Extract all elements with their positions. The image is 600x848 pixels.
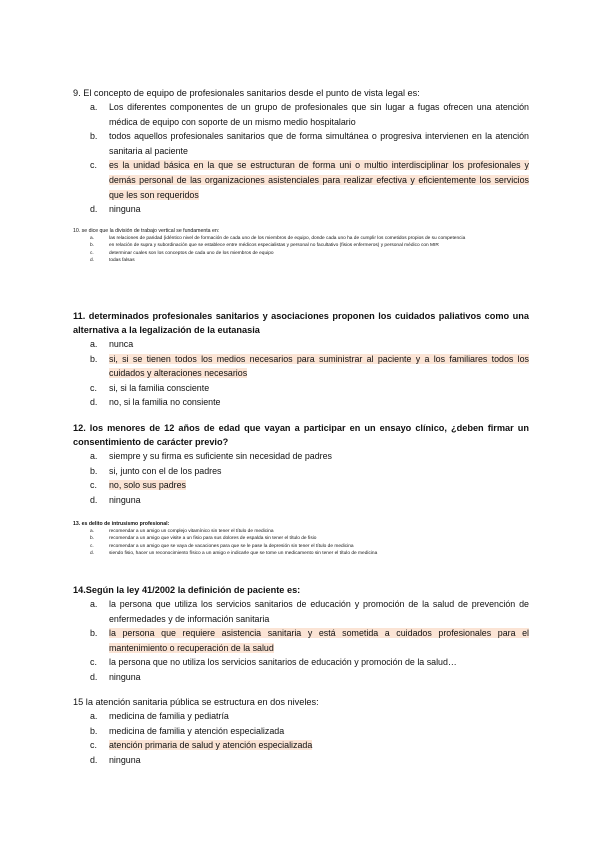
option-c (73, 738, 529, 753)
option-letter: a. (90, 102, 98, 112)
option-text: ninguna (109, 494, 141, 505)
option-b (73, 129, 529, 158)
option-text: en relación de supra y subordinación que se establece entre médicos especialistas y personal no facultativo (fisios enfermeros) y personal médico con MIR (109, 243, 439, 249)
option-letter: d. (90, 494, 98, 505)
option-letter: b. (90, 131, 98, 142)
option-letter: c. (90, 740, 97, 751)
option-b (73, 242, 529, 249)
option-letter: a. (90, 339, 98, 349)
option-text: recomendar a un amigo un complejo vitamínico sin tener el título de medicina (109, 529, 274, 534)
highlighted-answer: no, solo sus padres (109, 480, 186, 491)
option-text: medicina de familia y pediatría (109, 711, 229, 721)
option-text: si, junto con el de los padres (109, 465, 222, 476)
question-title: 9. El concepto de equipo de profesionales sanitarios desde el punto de vista legal es: (73, 88, 420, 98)
option-b (73, 535, 529, 542)
question-title (73, 421, 529, 449)
option-c (73, 158, 529, 202)
option-b (73, 464, 529, 479)
option-text: la persona que no utiliza los servicios sanitarios de educación y promoción de la salud… (109, 657, 457, 668)
option-text: nunca (109, 339, 134, 349)
option-letter: c. (90, 250, 94, 256)
highlighted-answer: es la unidad básica en la que se estructuran de forma uni o multio interdisciplinar los profesionales y demás personal de las organizaciones asistenciales para realizar efectiva y eficientemente los servicios que les son requeridos (109, 160, 529, 200)
question-title: 15 la atención sanitaria pública se estructura en dos niveles: (73, 697, 319, 707)
option-c (73, 250, 529, 257)
option-letter: a. (90, 711, 98, 721)
option-letter: c. (90, 480, 97, 491)
option-text: no, si la familia no consiente (109, 397, 221, 408)
option-text: ninguna (109, 204, 141, 215)
option-text: ninguna (109, 671, 141, 682)
option-letter: b. (90, 628, 98, 639)
option-a (73, 528, 529, 535)
option-text: recomendar a un amigo que visite a un fisio para sus dolores de espalda sin tener el título de fisio (109, 536, 317, 542)
option-a (73, 337, 529, 352)
option-a (73, 449, 529, 464)
question-14 (73, 583, 529, 685)
highlighted-answer: atención primaria de salud y atención especializada (109, 740, 313, 751)
question-11 (73, 309, 529, 410)
option-d (73, 202, 529, 217)
option-letter: b. (90, 353, 98, 364)
question-title-text: 12. los menores de 12 años de edad que vayan a participar en un ensayo clínico, ¿deben firmar un consentimiento de carácter previo? (73, 423, 529, 447)
option-b (73, 626, 529, 655)
option-letter: a. (90, 529, 95, 534)
option-a (73, 235, 529, 242)
option-c (73, 381, 529, 396)
option-letter: b. (90, 465, 98, 476)
question-10 (73, 227, 529, 265)
option-letter: c. (90, 543, 94, 549)
option-a (73, 597, 529, 626)
option-text: ninguna (109, 754, 141, 765)
option-a (73, 709, 529, 724)
question-title (73, 520, 529, 528)
option-letter: a. (90, 599, 98, 609)
option-text: las relaciones de paridad (idéntico nivel de formación de cada uno de los miembros de equipo, donde cada uno ha de cumplir los cometidos propios de su competencia (109, 236, 466, 241)
question-9 (73, 86, 529, 217)
highlighted-answer: la persona que requiere asistencia sanitaria y está sometida a cuidados profesionales para el mantenimiento o recuperación de la salud (109, 628, 529, 653)
question-title (73, 309, 529, 337)
option-text: siempre y su firma es suficiente sin necesidad de padres (109, 451, 332, 461)
question-title (73, 583, 529, 597)
option-letter: d. (90, 671, 98, 682)
option-a (73, 100, 529, 129)
option-letter: c. (90, 382, 97, 393)
option-text: siendo fisio, hacer un reconocimiento físico a un amigo e indicarle que se tome un medicamento sin tener el título de medicina (109, 551, 378, 557)
option-text: medicina de familia y atención especializada (109, 725, 285, 736)
option-letter: d. (90, 258, 95, 264)
option-b (73, 724, 529, 739)
option-d (73, 753, 529, 768)
option-letter: d. (90, 397, 98, 408)
option-text: Los diferentes componentes de un grupo de profesionales que sin lugar a fugas ofrecen una atención médica de equipo con soporte de un mismo medio hospitalario (109, 102, 529, 127)
question-13 (73, 520, 529, 558)
option-d (73, 493, 529, 508)
option-b (73, 352, 529, 381)
option-letter: d. (90, 204, 98, 215)
option-c (73, 655, 529, 670)
question-title: 10. se dice que la división de trabajo vertical se fundamenta en: (73, 228, 220, 234)
option-letter: c. (90, 160, 97, 171)
option-letter: b. (90, 536, 95, 542)
option-d (73, 395, 529, 410)
option-d (73, 550, 529, 557)
option-d (73, 257, 529, 264)
question-title-text: 14.Según la ley 41/2002 la definición de paciente es: (73, 585, 301, 595)
option-letter: d. (90, 551, 95, 557)
question-title-text: 13. es delito de intrusismo profesional: (73, 521, 170, 527)
option-d (73, 670, 529, 685)
option-letter: a. (90, 236, 95, 241)
option-text: todos aquellos profesionales sanitarios que de forma simultánea o progresiva intervienen en la atención sanitaria al paciente (109, 131, 529, 156)
question-12 (73, 421, 529, 507)
highlighted-answer: si, si se tienen todos los medios necesarios para suministrar al paciente y a los familiares todos los cuidados y alteraciones necesarios (109, 353, 529, 379)
option-letter: c. (90, 657, 97, 668)
option-text: determinar cuales son los conceptos de cada uno de los miembros de equipo (109, 250, 274, 256)
option-c (73, 478, 529, 493)
question-15 (73, 695, 529, 767)
option-text: recomendar a un amigo que se vaya de vacaciones para que se le pase la depresión sin tener el título de medicina (109, 543, 354, 549)
option-letter: d. (90, 754, 98, 765)
option-text: todas falsas (109, 258, 135, 264)
option-text: si, si la familia consciente (109, 382, 210, 393)
option-c (73, 543, 529, 550)
question-title-text: 11. determinados profesionales sanitarios y asociaciones proponen los cuidados paliativos como una alternativa a la legalización de la eutanasia (73, 311, 529, 335)
option-letter: a. (90, 451, 98, 461)
option-text: la persona que utiliza los servicios sanitarios de educación y promoción de la salud de prevención de enfermedades y de información sanitaria (109, 599, 529, 624)
option-letter: b. (90, 243, 95, 249)
option-letter: b. (90, 725, 98, 736)
